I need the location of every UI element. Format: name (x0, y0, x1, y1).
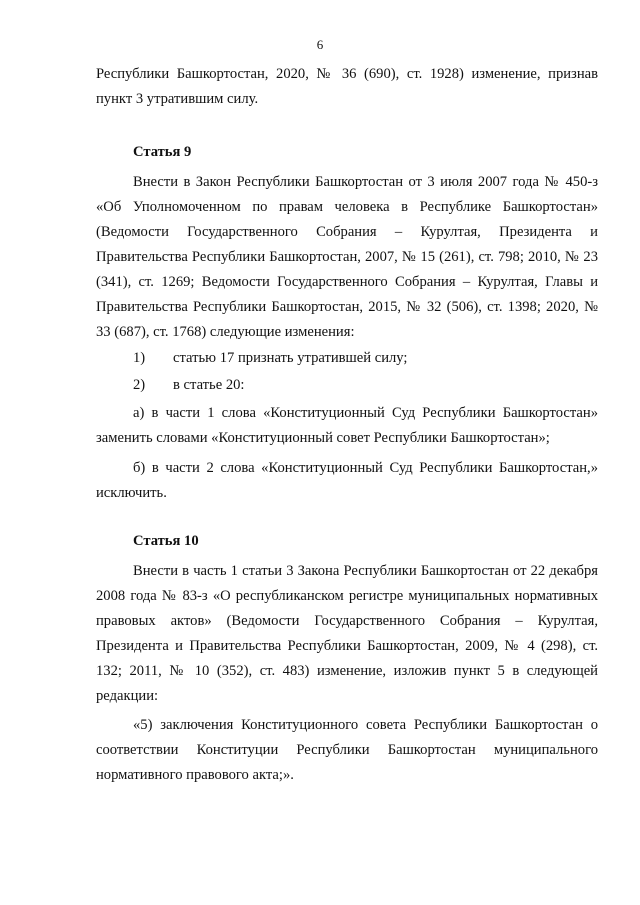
subitem-b-text: б) в части 2 слова «Конституционный Суд Республики Башкортостан,» исключить. (96, 460, 598, 501)
article-10-body (96, 559, 598, 709)
quoted-point-5: «5) заключения Конституционного совета Республики Башкортостан о соответствии Конституции Республики Башкортостан муниципального нормативного правового акта;». (96, 717, 598, 783)
item-text: в статье 20: (173, 377, 245, 393)
item-number: 1) (133, 350, 146, 366)
item-text: статью 17 признать утратившей силу; (173, 350, 408, 366)
article-9-paragraph: Внести в Закон Республики Башкортостан от 3 июля 2007 года № 450-з «Об Уполномоченном по правам человека в Республике Башкортостан» (Ведомости Государственного Собрания – Курултая, Президента и Правительства Республики Башкортостан, 2007, № 15 (261), ст. 798; 2010, № 23 (341), ст. 1269; Ведомости Государственного Собрания – Курултая, Главы и Правительства Республики Башкортостан, 2015, № 32 (506), ст. 1398; 2020, № 33 (687), ст. 1768) следующие изменения: (96, 174, 598, 340)
article-10-paragraph: Внести в часть 1 статьи 3 Закона Республики Башкортостан от 22 декабря 2008 года № 83-з «О республиканском регистре муниципальных нормативных правовых актов» (Ведомости Государственного Собрания – Курултая, Президента и Правительства Республики Башкортостан, 2009, № 4 (298), ст. 132; 2011, № 10 (352), ст. 483) изменение, изложив пункт 5 в следующей редакции: (96, 563, 598, 704)
article-10-quote (96, 713, 598, 788)
article-9-item-1 (133, 346, 407, 371)
item-number: 2) (133, 377, 146, 393)
article-10-heading: Статья 10 (133, 533, 199, 549)
subitem-a-text: а) в части 1 слова «Конституционный Суд Республики Башкортостан» заменить словами «Конституционный совет Республики Башкортостан»; (96, 405, 598, 446)
article-9-heading: Статья 9 (133, 144, 192, 160)
page-number: 6 (316, 37, 324, 52)
article-9-subitem-b (96, 456, 598, 506)
article-9-item-2 (133, 373, 244, 398)
intro-paragraph: Республики Башкортостан, 2020, № 36 (690), ст. 1928) изменение, признав пункт 3 утратившим силу. (96, 66, 598, 107)
article-9-body (96, 170, 598, 345)
intro-continuation (96, 62, 598, 112)
article-9-subitem-a (96, 401, 598, 451)
